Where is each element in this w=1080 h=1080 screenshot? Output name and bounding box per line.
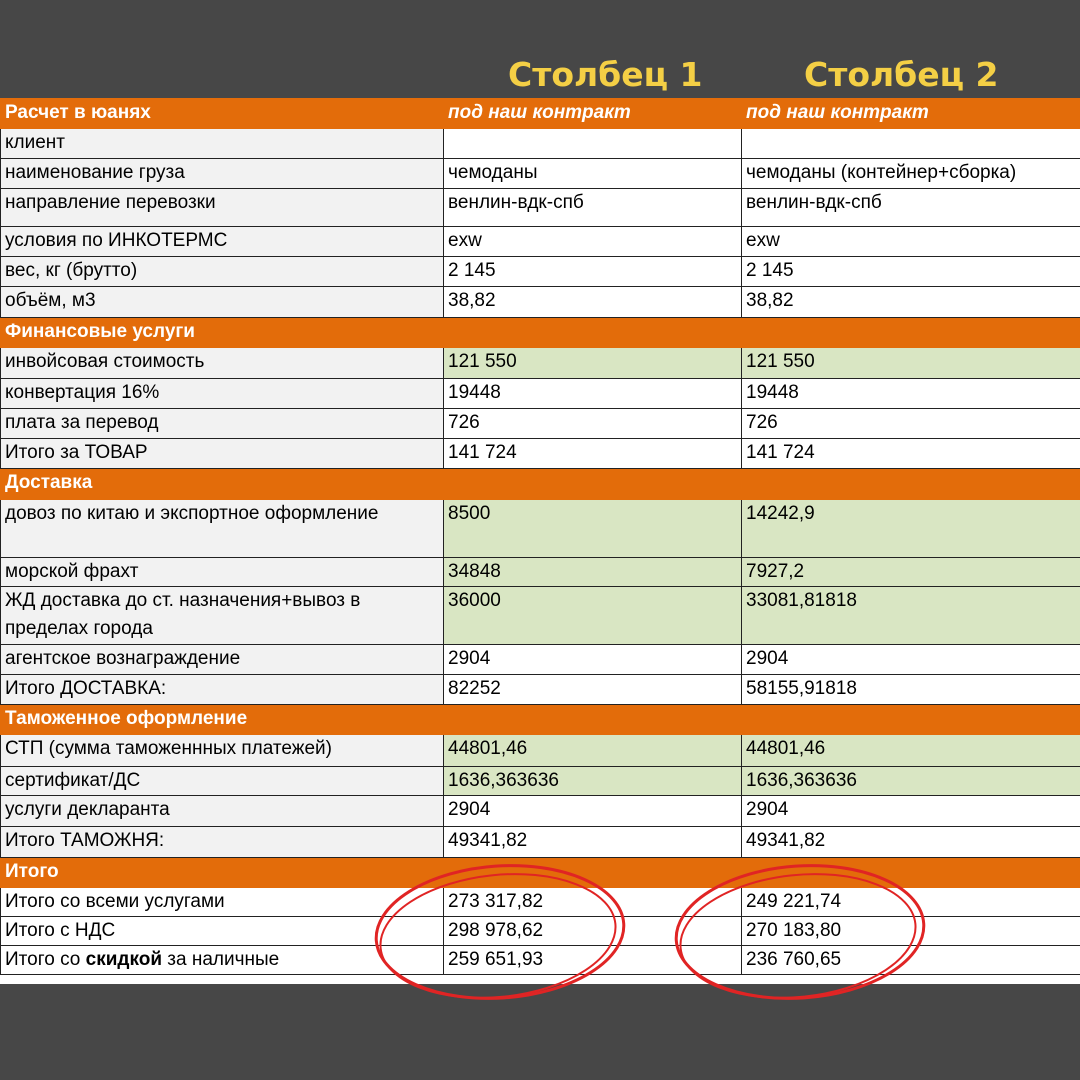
table-row [1,587,1080,645]
table-row [1,827,1080,858]
cell-col2: 236 760,65 [742,946,1080,975]
section-row [1,705,1080,735]
table-row [1,796,1080,827]
cell-col1: 273 317,82 [444,888,742,917]
row-label: агентское вознаграждение [1,645,444,675]
row-label: наименование груза [1,159,444,189]
cell-col2: 38,82 [742,287,1080,318]
cell-col1: 2904 [444,796,742,827]
cell-col2: 726 [742,409,1080,439]
cell-col1: 82252 [444,675,742,705]
table-row [1,767,1080,796]
cell-col2: 270 183,80 [742,917,1080,946]
cell-col1: 38,82 [444,287,742,318]
row-label: СТП (сумма таможеннных платежей) [1,735,444,767]
row-label: конвертация 16% [1,379,444,409]
row-label: инвойсовая стоимость [1,348,444,379]
table-row [1,227,1080,257]
cell-col1: 8500 [444,500,742,558]
section-finance: Финансовые услуги [1,318,1080,348]
cell-col2 [742,129,1080,159]
cell-col1: 2904 [444,645,742,675]
cell-col2: 2904 [742,796,1080,827]
cell-col1: exw [444,227,742,257]
row-label: объём, м3 [1,287,444,318]
table-row [1,675,1080,705]
cell-col1: 726 [444,409,742,439]
row-label: морской фрахт [1,558,444,587]
cell-col2: 1636,363636 [742,767,1080,796]
table-title: Расчет в юанях [1,99,444,129]
table-row [1,558,1080,587]
cell-col2: 14242,9 [742,500,1080,558]
column-2-header: Столбец 2 [804,55,999,94]
cell-col2: 2904 [742,645,1080,675]
table-row [1,257,1080,287]
cell-col2: 33081,81818 [742,587,1080,645]
cell-col1: 2 145 [444,257,742,287]
cell-col2: 121 550 [742,348,1080,379]
cell-col2: чемоданы (контейнер+сборка) [742,159,1080,189]
table-row [1,409,1080,439]
cell-col1: чемоданы [444,159,742,189]
row-label [1,946,444,975]
row-label: плата за перевод [1,409,444,439]
calculation-table [0,98,1080,975]
cell-col2: 58155,91818 [742,675,1080,705]
table-row [1,888,1080,917]
table-row [1,348,1080,379]
cell-col1: 141 724 [444,439,742,469]
cell-col1: венлин-вдк-спб [444,189,742,227]
contract-label-1: под наш контракт [444,99,742,129]
table-row [1,439,1080,469]
row-label: Итого ДОСТАВКА: [1,675,444,705]
label-bold: скидкой [85,949,163,970]
cell-col1: 1636,363636 [444,767,742,796]
cell-col2: 49341,82 [742,827,1080,858]
row-label: клиент [1,129,444,159]
cell-col1: 121 550 [444,348,742,379]
section-row [1,858,1080,888]
section-customs: Таможенное оформление [1,705,1080,735]
row-label: довоз по китаю и экспортное оформление [1,500,444,558]
cell-col1: 34848 [444,558,742,587]
row-label: услуги декларанта [1,796,444,827]
table-row [1,287,1080,318]
label-prefix: Итого со [5,949,86,970]
cell-col1: 298 978,62 [444,917,742,946]
cell-col2: 249 221,74 [742,888,1080,917]
section-total: Итого [1,858,1080,888]
contract-label-2: под наш контракт [742,99,1080,129]
row-label: Итого ТАМОЖНЯ: [1,827,444,858]
section-delivery: Доставка [1,469,1080,500]
cell-col1: 36000 [444,587,742,645]
cell-col1: 19448 [444,379,742,409]
cell-col1: 49341,82 [444,827,742,858]
label-suffix: за наличные [162,949,280,970]
cell-col2: exw [742,227,1080,257]
spreadsheet [0,98,1080,984]
table-row [1,500,1080,558]
row-label: направление перевозки [1,189,444,227]
table-row [1,189,1080,227]
cell-col1: 44801,46 [444,735,742,767]
cell-col2: 44801,46 [742,735,1080,767]
cell-col2: венлин-вдк-спб [742,189,1080,227]
row-label: сертификат/ДС [1,767,444,796]
cell-col2: 7927,2 [742,558,1080,587]
row-label: Итого с НДС [1,917,444,946]
cell-col1 [444,129,742,159]
table-row [1,379,1080,409]
section-row [1,318,1080,348]
cell-col2: 141 724 [742,439,1080,469]
table-row [1,159,1080,189]
section-row [1,469,1080,500]
column-1-header: Столбец 1 [508,55,703,94]
cell-col2: 2 145 [742,257,1080,287]
table-row [1,735,1080,767]
row-label: вес, кг (брутто) [1,257,444,287]
table-title-row [1,99,1080,129]
table-row [1,946,1080,975]
table-row [1,129,1080,159]
cell-col1: 259 651,93 [444,946,742,975]
table-row [1,917,1080,946]
row-label: условия по ИНКОТЕРМС [1,227,444,257]
row-label: ЖД доставка до ст. назначения+вывоз в пределах города [1,587,444,645]
row-label: Итого со всеми услугами [1,888,444,917]
table-row [1,645,1080,675]
cell-col2: 19448 [742,379,1080,409]
row-label: Итого за ТОВАР [1,439,444,469]
